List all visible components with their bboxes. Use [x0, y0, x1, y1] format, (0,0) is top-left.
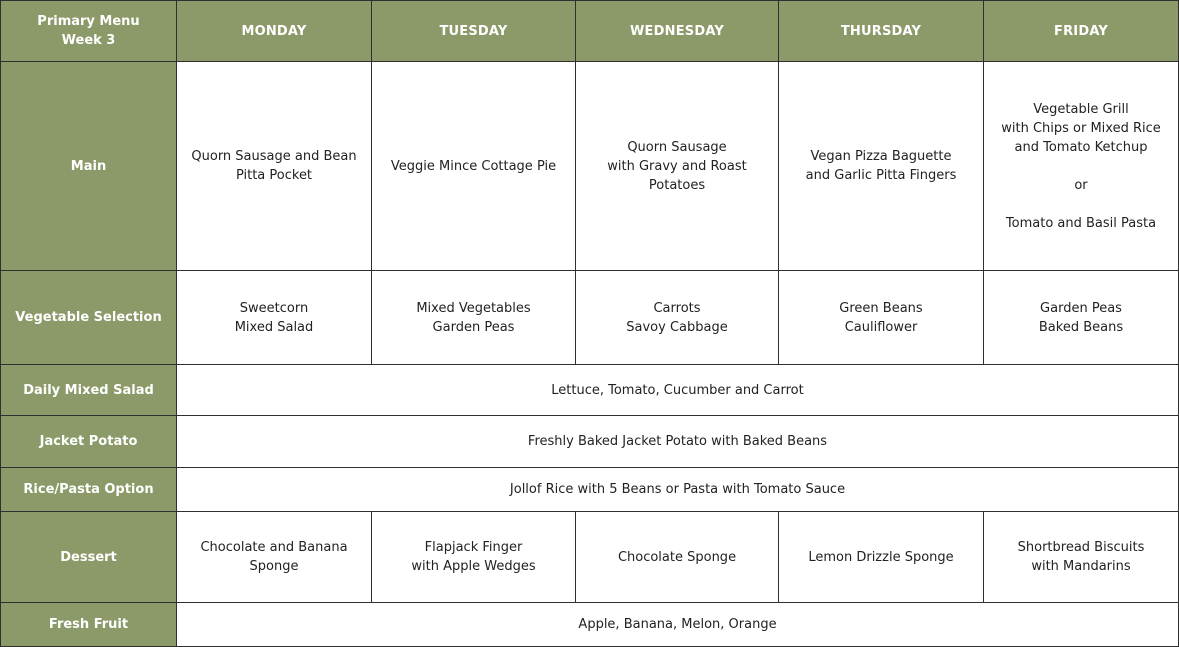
main-wednesday-line: Quorn Sausage — [627, 139, 727, 155]
day-header-friday: FRIDAY — [984, 1, 1179, 62]
dessert-tuesday — [372, 512, 576, 603]
main-wednesday — [576, 62, 779, 271]
dessert-friday — [984, 512, 1179, 603]
dessert-wednesday-line: Chocolate Sponge — [617, 549, 737, 565]
row-label-rice: Rice/Pasta Option — [1, 468, 177, 512]
row-label-dessert: Dessert — [1, 512, 177, 603]
main-friday-line: with Chips or Mixed Rice — [1001, 120, 1161, 136]
main-row — [1, 62, 1179, 271]
veg-thursday-line: Cauliflower — [844, 319, 918, 335]
main-tuesday — [372, 62, 576, 271]
header-row — [1, 1, 1179, 62]
dessert-tuesday-line: Flapjack Finger — [424, 540, 523, 555]
veg-wednesday-line: Carrots — [653, 300, 701, 316]
main-friday-or: or — [1074, 177, 1088, 193]
veg-tuesday-line: Mixed Vegetables — [416, 300, 531, 316]
main-thursday — [779, 62, 984, 271]
rice-all-days: Jollof Rice with 5 Beans or Pasta with Tomato Sauce — [177, 468, 1179, 512]
main-monday-line: Pitta Pocket — [235, 168, 313, 183]
dessert-monday-line: Chocolate and Banana Sponge — [200, 540, 348, 574]
main-monday — [177, 62, 372, 271]
dessert-monday — [177, 512, 372, 603]
dessert-thursday — [779, 512, 984, 603]
row-label-main: Main — [1, 62, 177, 271]
fruit-all-days: Apple, Banana, Melon, Orange — [177, 603, 1179, 647]
rice-row — [1, 468, 1179, 512]
veg-thursday-line: Green Beans — [839, 300, 923, 316]
main-friday-line: and Tomato Ketchup — [1014, 139, 1148, 155]
main-tuesday-line: Veggie Mince Cottage Pie — [390, 158, 557, 174]
main-thursday-line: Vegan Pizza Baguette — [810, 149, 952, 164]
main-friday-line: Tomato and Basil Pasta — [1005, 215, 1157, 231]
veg-tuesday-line: Garden Peas — [432, 319, 515, 335]
veg-monday-line: Sweetcorn — [239, 300, 309, 316]
main-wednesday-line: with Gravy and Roast Potatoes — [607, 158, 747, 193]
veg-tuesday — [372, 271, 576, 365]
row-label-jacket: Jacket Potato — [1, 416, 177, 468]
row-label-salad: Daily Mixed Salad — [1, 365, 177, 416]
veg-monday — [177, 271, 372, 365]
dessert-friday-line: with Mandarins — [1031, 559, 1131, 574]
row-label-fruit: Fresh Fruit — [1, 603, 177, 647]
day-header-monday: MONDAY — [177, 1, 372, 62]
veg-wednesday-line: Savoy Cabbage — [626, 319, 728, 335]
spacer — [987, 195, 1175, 214]
jacket-row — [1, 416, 1179, 468]
vegetable-row — [1, 271, 1179, 365]
veg-wednesday — [576, 271, 779, 365]
spacer — [987, 157, 1175, 176]
row-label-vegetable: Vegetable Selection — [1, 271, 177, 365]
main-thursday-line: and Garlic Pitta Fingers — [805, 168, 957, 183]
salad-all-days: Lettuce, Tomato, Cucumber and Carrot — [177, 365, 1179, 416]
menu-title: Primary Menu — [37, 14, 140, 29]
fruit-row — [1, 603, 1179, 647]
dessert-tuesday-line: with Apple Wedges — [411, 559, 536, 574]
veg-friday-line: Baked Beans — [1038, 319, 1124, 335]
dessert-row — [1, 512, 1179, 603]
main-friday-line: Vegetable Grill — [1033, 101, 1129, 117]
dessert-friday-line: Shortbread Biscuits — [1017, 540, 1145, 555]
day-header-wednesday: WEDNESDAY — [576, 1, 779, 62]
menu-week: Week 3 — [61, 33, 116, 48]
dessert-thursday-line: Lemon Drizzle Sponge — [808, 549, 954, 565]
jacket-all-days: Freshly Baked Jacket Potato with Baked Beans — [177, 416, 1179, 468]
veg-friday — [984, 271, 1179, 365]
day-header-thursday: THURSDAY — [779, 1, 984, 62]
veg-friday-line: Garden Peas — [1040, 300, 1122, 316]
main-monday-line: Quorn Sausage and Bean — [191, 149, 357, 164]
veg-thursday — [779, 271, 984, 365]
veg-monday-line: Mixed Salad — [234, 319, 314, 335]
menu-title-cell — [1, 1, 177, 62]
main-friday — [984, 62, 1179, 271]
dessert-wednesday — [576, 512, 779, 603]
salad-row — [1, 365, 1179, 416]
day-header-tuesday: TUESDAY — [372, 1, 576, 62]
